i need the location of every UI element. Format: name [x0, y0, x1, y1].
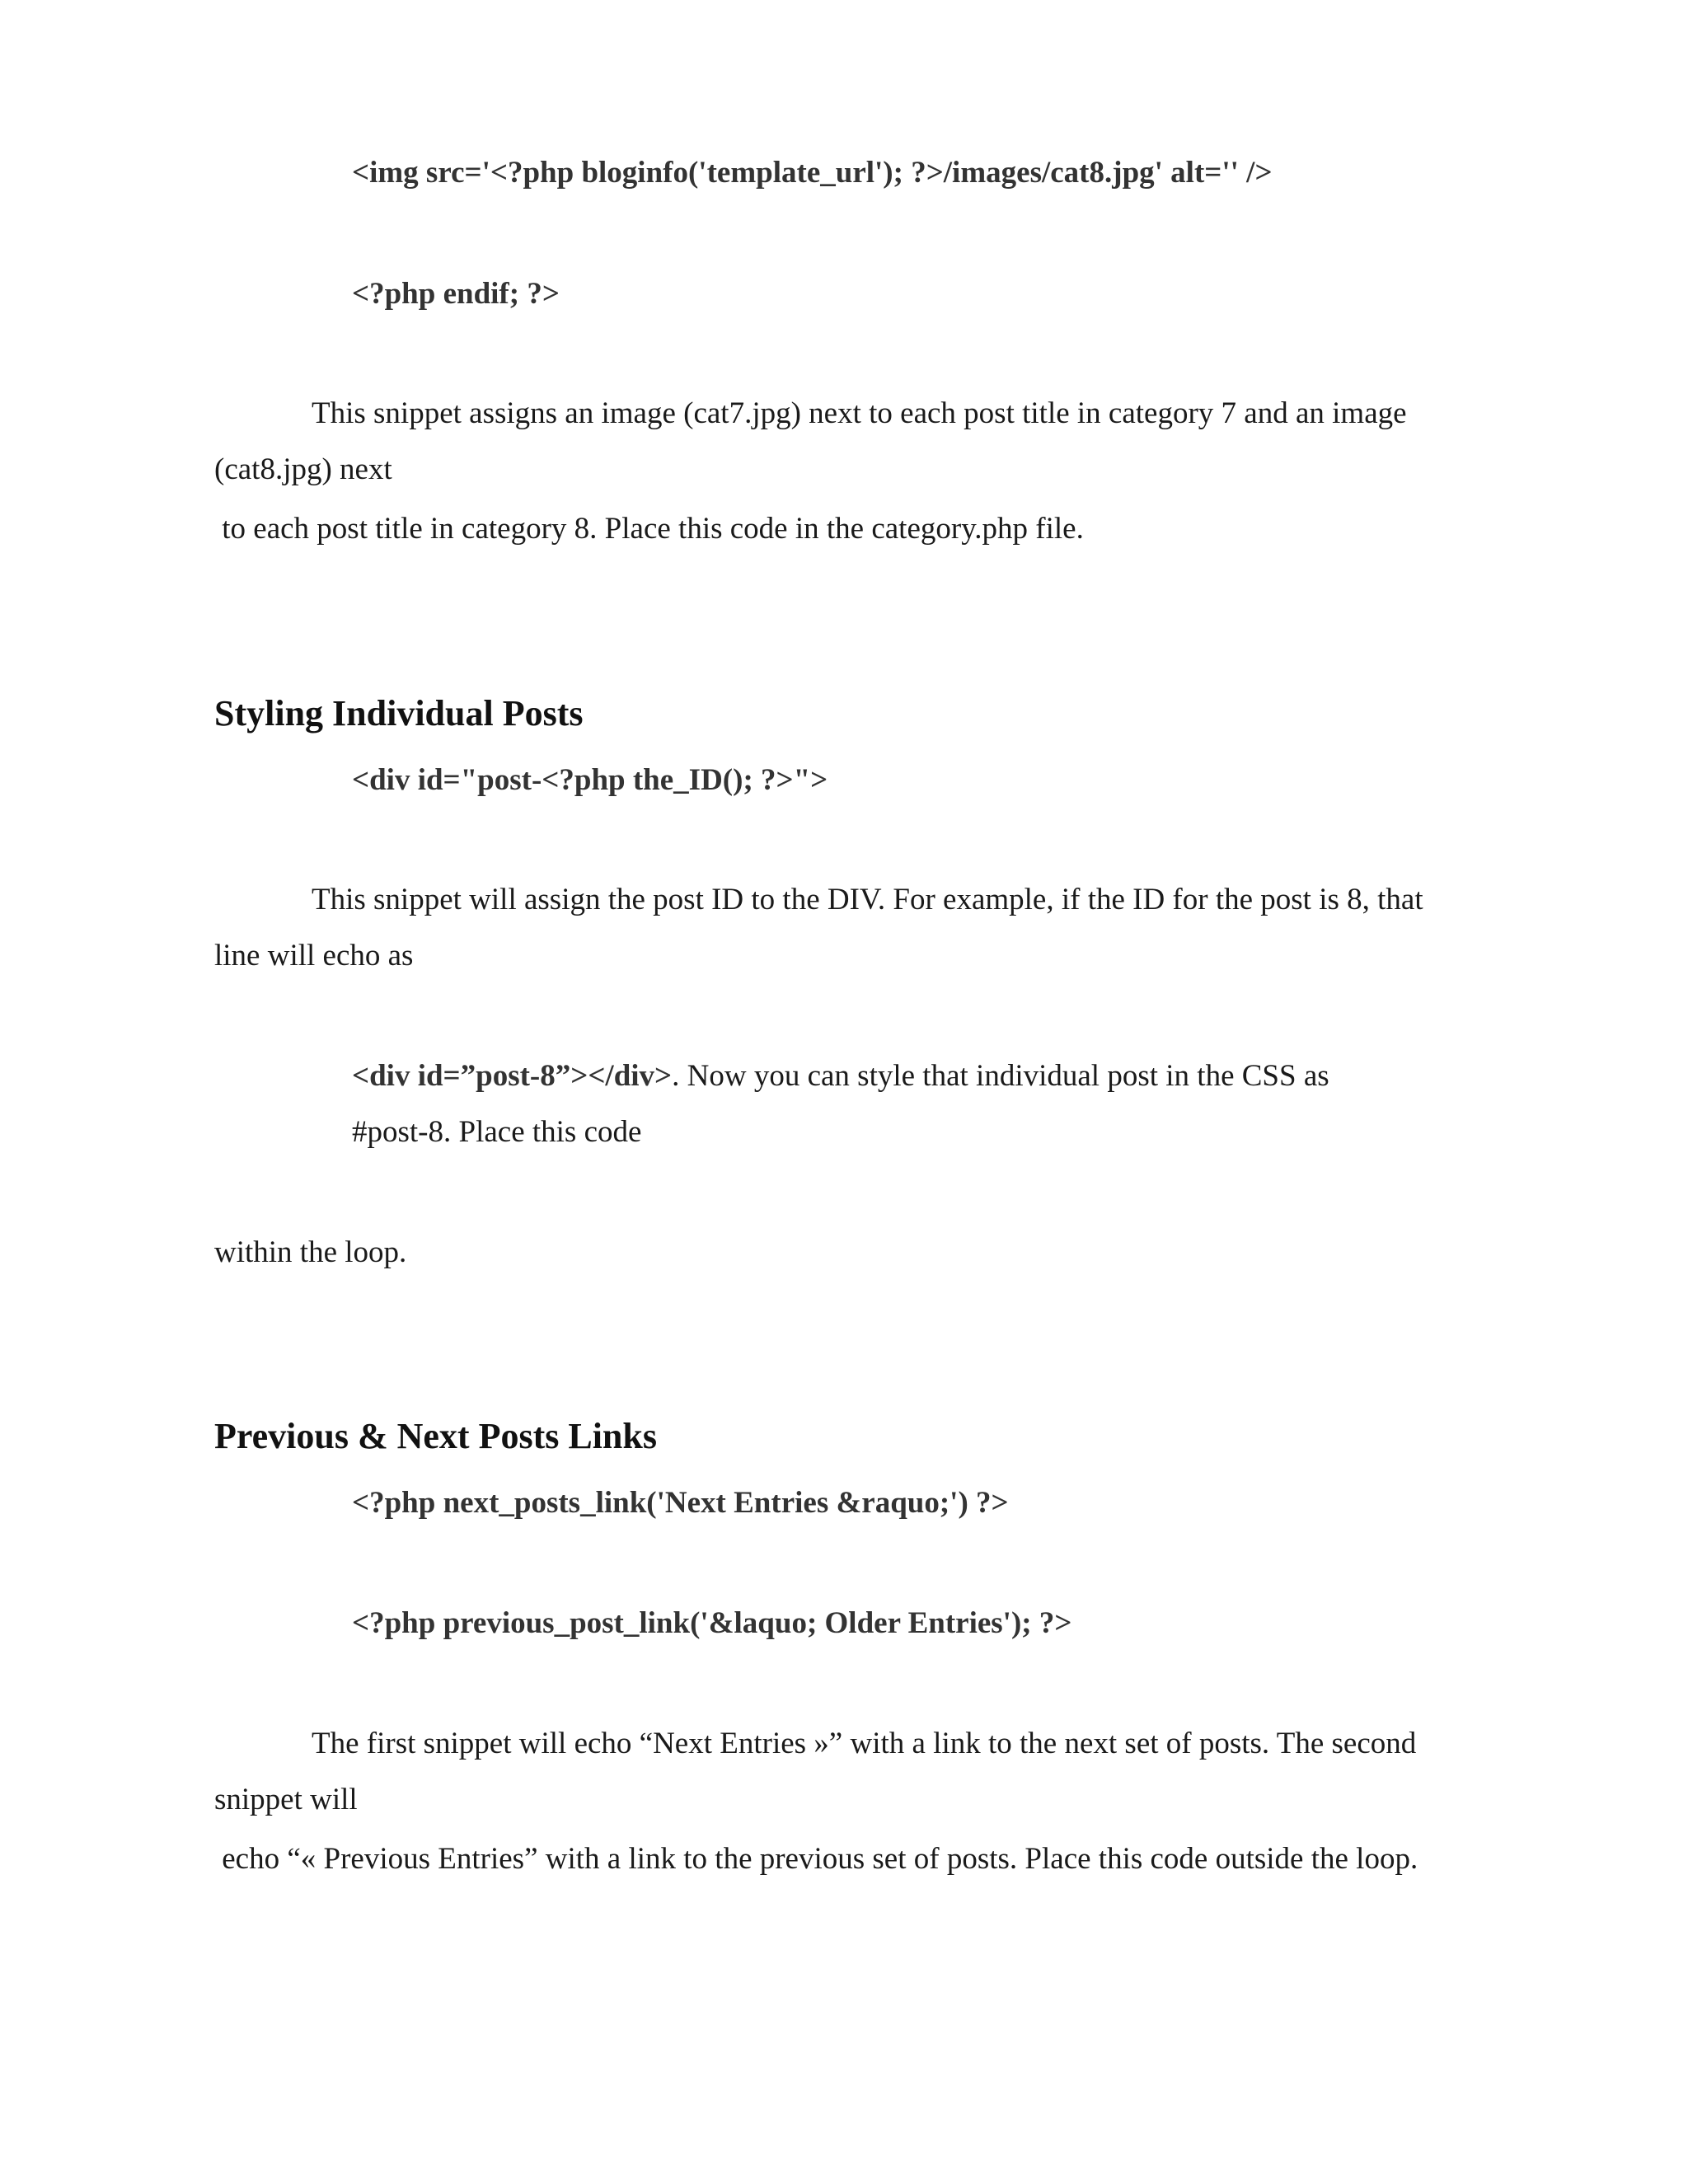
para-within-loop: within the loop. — [214, 1235, 407, 1269]
code-div-post-id: <div id="post-<?php the_ID(); ?>"> — [352, 763, 828, 797]
para-cat-line-1: This snippet assigns an image (cat7.jpg) next to each post title in category 7 and an image — [312, 396, 1407, 430]
code-previous-post-link: <?php previous_post_link('&laquo; Older Entries'); ?> — [352, 1606, 1072, 1640]
heading-previous-next-links: Previous & Next Posts Links — [214, 1416, 657, 1456]
example-post-8-line-1 — [352, 1058, 1329, 1094]
para-links-line-3: echo “« Previous Entries” with a link to the previous set of posts. Place this code outside the loop. — [214, 1842, 1418, 1876]
example-post-8-text: . Now you can style that individual post in the CSS as — [672, 1059, 1329, 1093]
para-cat-line-2: (cat8.jpg) next — [214, 452, 392, 486]
example-post-8-line-2: #post-8. Place this code — [352, 1115, 642, 1149]
code-img-cat8: <img src='<?php bloginfo('template_url'); ?>/images/cat8.jpg' alt='' /> — [352, 156, 1273, 190]
example-post-8-code: <div id=”post-8”></div> — [352, 1059, 673, 1093]
code-next-posts-link: <?php next_posts_link('Next Entries &raquo;') ?> — [352, 1486, 1009, 1520]
para-cat-line-3: to each post title in category 8. Place this code in the category.php file. — [214, 512, 1084, 546]
para-post-id-line-2: line will echo as — [214, 939, 414, 972]
para-links-line-1: The first snippet will echo “Next Entries »” with a link to the next set of posts. The second — [312, 1727, 1417, 1760]
para-links-line-2: snippet will — [214, 1783, 358, 1816]
para-post-id-line-1: This snippet will assign the post ID to the DIV. For example, if the ID for the post is 8, that — [312, 883, 1423, 916]
code-endif: <?php endif; ?> — [352, 277, 560, 311]
heading-styling-individual-posts: Styling Individual Posts — [214, 693, 584, 733]
